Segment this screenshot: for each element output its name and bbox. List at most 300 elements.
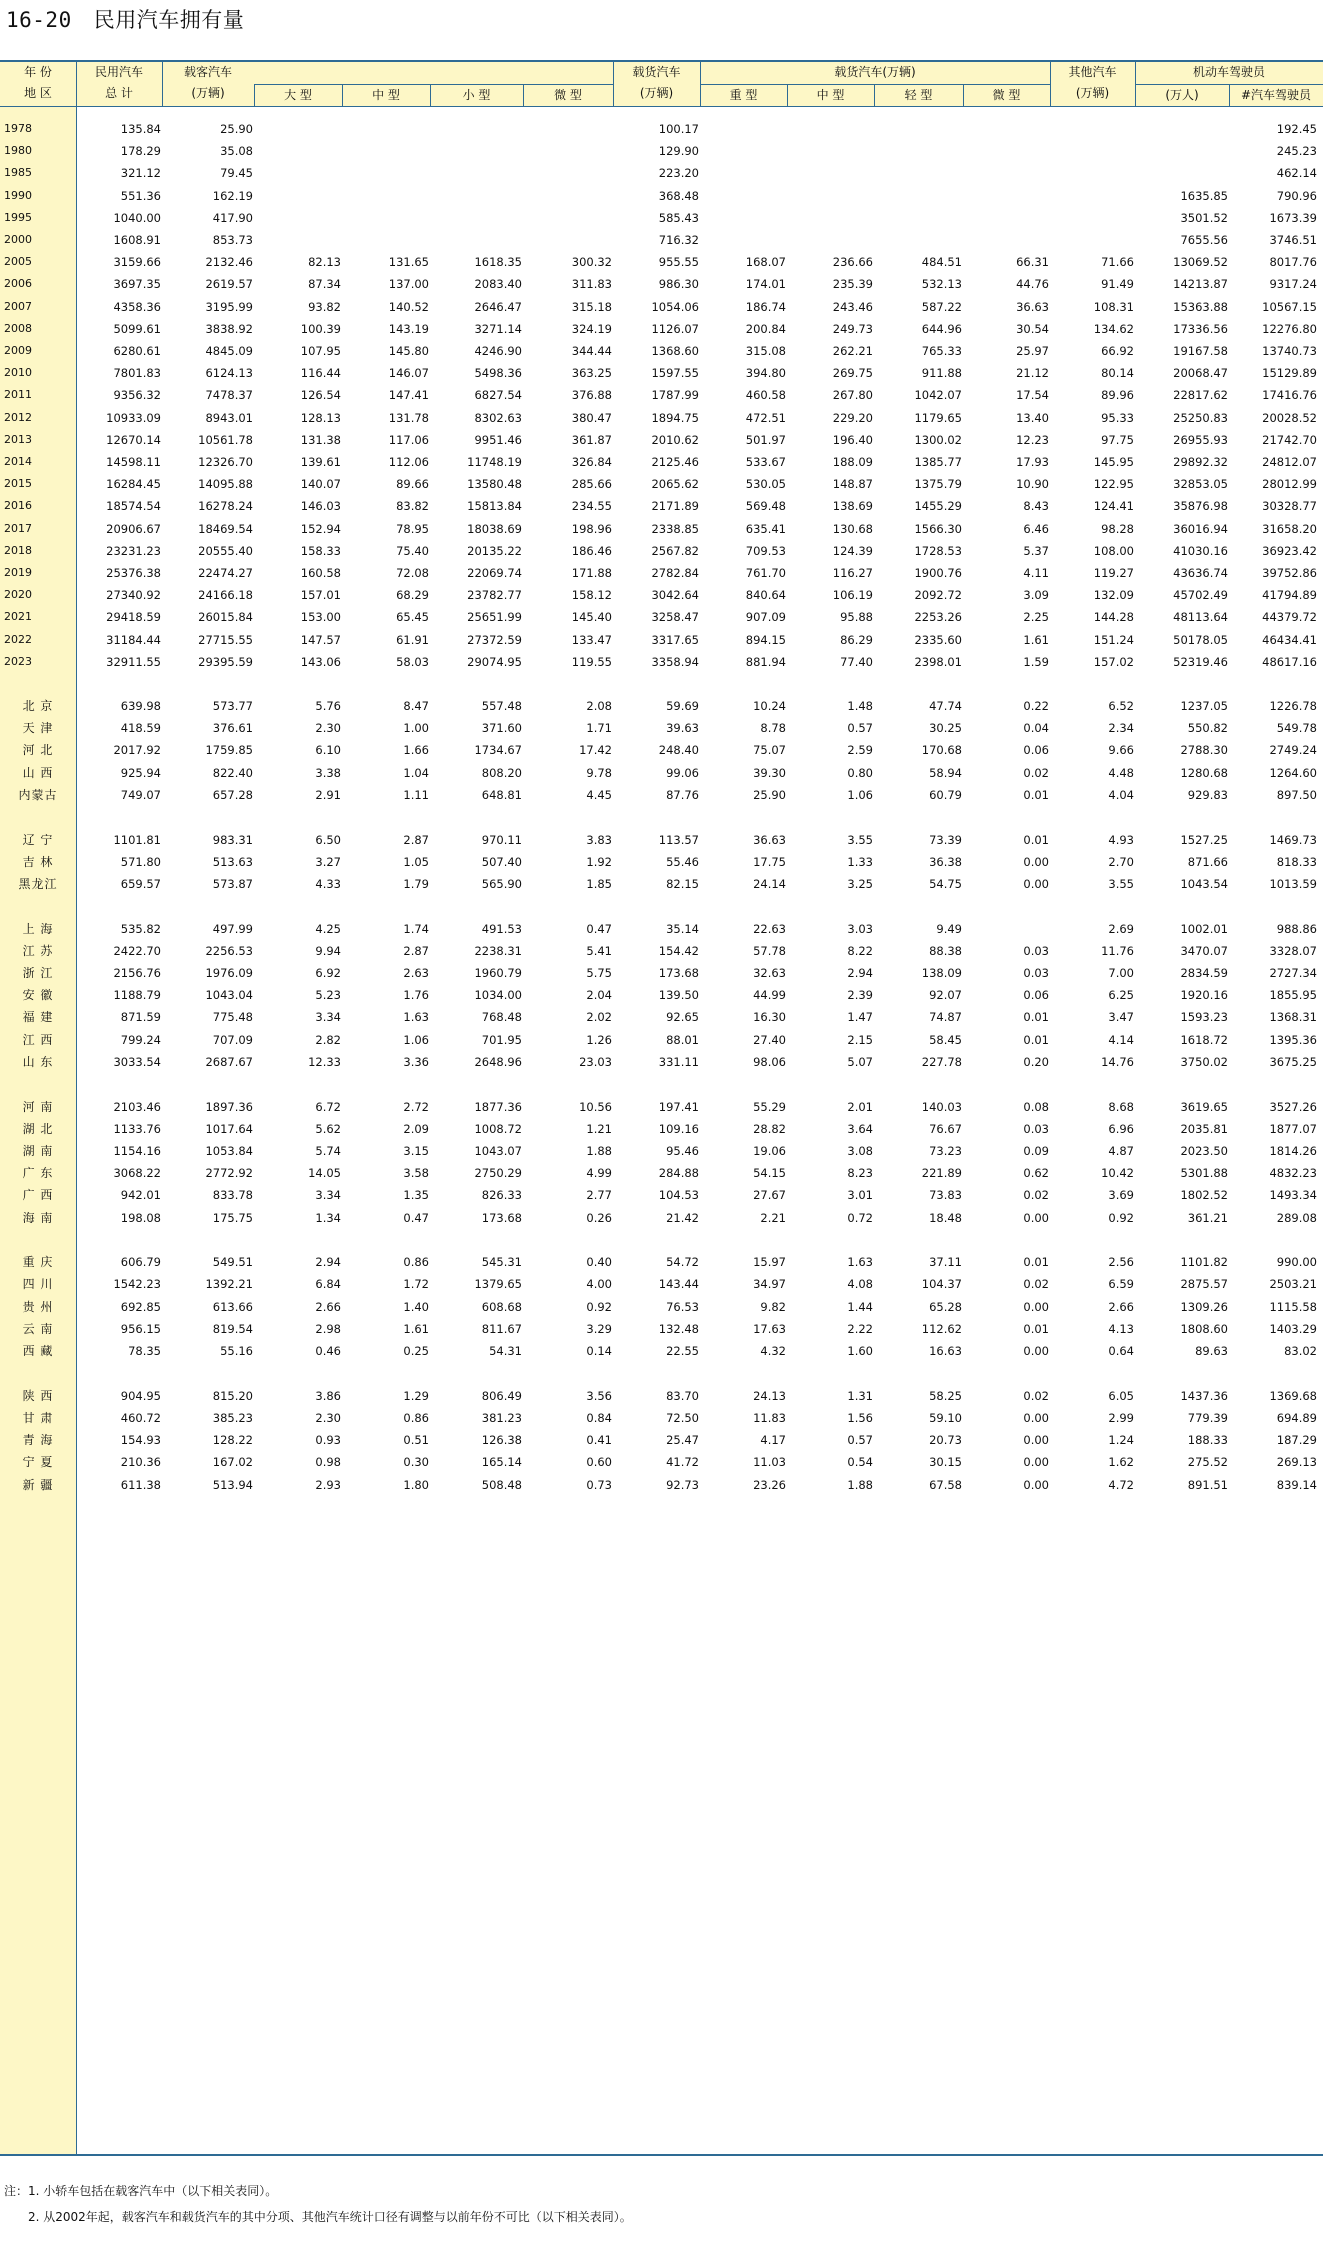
table-row: [0, 695, 1323, 717]
cell-value: 167.02: [212, 1455, 253, 1469]
cell-value: 14213.87: [1173, 277, 1228, 291]
footnote-2: 2. 从2002年起，载客汽车和载货汽车的其中分项、其他汽车统计口径有调整与以前年份不可比（以下相关表同）。: [28, 2210, 632, 2224]
cell-value: 3.47: [1108, 1010, 1134, 1024]
cell-value: 2.01: [847, 1100, 873, 1114]
cell-value: 1101.82: [1180, 1255, 1228, 1269]
cell-value: 2.39: [847, 988, 873, 1002]
cell-value: 143.19: [388, 322, 429, 336]
cell-value: 1.72: [403, 1277, 429, 1291]
row-region: 河 南: [22, 1100, 54, 1114]
cell-value: 0.00: [1023, 1478, 1049, 1492]
cell-value: 300.32: [571, 255, 612, 269]
cell-value: 35876.98: [1173, 499, 1228, 513]
cell-value: 1.34: [315, 1211, 341, 1225]
table-row: [0, 1251, 1323, 1273]
cell-value: 460.72: [120, 1411, 161, 1425]
header-passenger-sub: 大 型: [284, 88, 312, 102]
row-region: 上 海: [22, 922, 54, 936]
cell-value: 7801.83: [113, 366, 161, 380]
cell-value: 4845.09: [205, 344, 253, 358]
cell-value: 0.02: [1023, 1277, 1049, 1291]
cell-value: 14095.88: [198, 477, 253, 491]
cell-value: 3033.54: [113, 1055, 161, 1069]
cell-value: 210.36: [120, 1455, 161, 1469]
cell-value: 44.76: [1016, 277, 1049, 291]
cell-value: 897.50: [1276, 788, 1317, 802]
cell-value: 32853.05: [1173, 477, 1228, 491]
cell-value: 2.99: [1108, 1411, 1134, 1425]
row-year: 2023: [4, 655, 32, 668]
cell-value: 0.93: [315, 1433, 341, 1447]
cell-value: 198.08: [120, 1211, 161, 1225]
cell-value: 72.50: [666, 1411, 699, 1425]
cell-value: 0.01: [1023, 788, 1049, 802]
cell-value: 157.02: [1093, 655, 1134, 669]
cell-value: 484.51: [921, 255, 962, 269]
cell-value: 501.97: [745, 433, 786, 447]
cell-value: 12.33: [308, 1055, 341, 1069]
cell-value: 344.44: [571, 344, 612, 358]
cell-value: 2.82: [315, 1033, 341, 1047]
cell-value: 0.86: [403, 1411, 429, 1425]
cell-value: 3.38: [315, 766, 341, 780]
cell-value: 1309.26: [1180, 1300, 1228, 1314]
cell-value: 12670.14: [106, 433, 161, 447]
cell-value: 30.25: [929, 721, 962, 735]
cell-value: 2.22: [847, 1322, 873, 1336]
cell-value: 3.08: [847, 1144, 873, 1158]
cell-value: 806.49: [481, 1389, 522, 1403]
stub-divider: [76, 62, 77, 2155]
cell-value: 75.40: [396, 544, 429, 558]
cell-value: 78.95: [396, 522, 429, 536]
cell-value: 58.03: [396, 655, 429, 669]
cell-value: 0.62: [1023, 1166, 1049, 1180]
cell-value: 186.46: [571, 544, 612, 558]
cell-value: 1300.02: [914, 433, 962, 447]
cell-value: 716.32: [658, 233, 699, 247]
cell-value: 21742.70: [1262, 433, 1317, 447]
cell-value: 29395.59: [198, 655, 253, 669]
cell-value: 533.67: [745, 455, 786, 469]
cell-value: 137.00: [388, 277, 429, 291]
cell-value: 133.47: [571, 633, 612, 647]
cell-value: 0.03: [1023, 1122, 1049, 1136]
cell-value: 0.51: [403, 1433, 429, 1447]
row-year: 2010: [4, 366, 32, 379]
row-region: 北 京: [22, 699, 54, 713]
cell-value: 1.63: [403, 1010, 429, 1024]
cell-value: 3.34: [315, 1010, 341, 1024]
cell-value: 507.40: [481, 855, 522, 869]
cell-value: 0.00: [1023, 1211, 1049, 1225]
cell-value: 2132.46: [205, 255, 253, 269]
cell-value: 1.31: [847, 1389, 873, 1403]
cell-value: 113.57: [658, 833, 699, 847]
cell-value: 24.13: [753, 1389, 786, 1403]
cell-value: 4.14: [1108, 1033, 1134, 1047]
table-row: [0, 540, 1323, 562]
cell-value: 0.02: [1023, 1188, 1049, 1202]
cell-value: 41.72: [666, 1455, 699, 1469]
cell-value: 1154.16: [113, 1144, 161, 1158]
cell-value: 0.00: [1023, 1411, 1049, 1425]
table-row: [0, 1029, 1323, 1051]
cell-value: 104.53: [658, 1188, 699, 1202]
table-row: [0, 584, 1323, 606]
cell-value: 27.40: [753, 1033, 786, 1047]
cell-value: 871.59: [120, 1010, 161, 1024]
cell-value: 196.40: [832, 433, 873, 447]
cell-value: 76.53: [666, 1300, 699, 1314]
cell-value: 1.76: [403, 988, 429, 1002]
cell-value: 0.73: [586, 1478, 612, 1492]
cell-value: 811.67: [481, 1322, 522, 1336]
cell-value: 188.33: [1187, 1433, 1228, 1447]
cell-value: 1.24: [1108, 1433, 1134, 1447]
row-year: 2019: [4, 566, 32, 579]
cell-value: 0.01: [1023, 1322, 1049, 1336]
cell-value: 472.51: [745, 411, 786, 425]
cell-value: 6.84: [315, 1277, 341, 1291]
row-region: 湖 北: [22, 1122, 54, 1136]
cell-value: 73.83: [929, 1188, 962, 1202]
cell-value: 19167.58: [1173, 344, 1228, 358]
cell-value: 25.90: [220, 122, 253, 136]
cell-value: 2.09: [403, 1122, 429, 1136]
cell-value: 1.85: [586, 877, 612, 891]
cell-value: 1.06: [847, 788, 873, 802]
cell-value: 5.41: [586, 944, 612, 958]
header-divider: [613, 62, 614, 106]
header-region: 地 区: [24, 86, 52, 100]
cell-value: 6.96: [1108, 1122, 1134, 1136]
cell-value: 0.00: [1023, 877, 1049, 891]
cell-value: 1.56: [847, 1411, 873, 1425]
cell-value: 87.76: [666, 788, 699, 802]
cell-value: 573.77: [212, 699, 253, 713]
cell-value: 3328.07: [1269, 944, 1317, 958]
cell-value: 3.86: [315, 1389, 341, 1403]
cell-value: 1469.73: [1269, 833, 1317, 847]
cell-value: 0.00: [1023, 1344, 1049, 1358]
cell-value: 2.34: [1108, 721, 1134, 735]
row-region: 贵 州: [22, 1300, 54, 1314]
table-row: [0, 962, 1323, 984]
table-row: [0, 296, 1323, 318]
table-top-border: [0, 60, 1323, 62]
cell-value: 130.68: [832, 522, 873, 536]
cell-value: 2256.53: [205, 944, 253, 958]
cell-value: 0.46: [315, 1344, 341, 1358]
cell-value: 1.61: [1023, 633, 1049, 647]
cell-value: 315.08: [745, 344, 786, 358]
cell-value: 6827.54: [474, 388, 522, 402]
header-other: 其他汽车: [1068, 65, 1117, 79]
cell-value: 54.15: [753, 1166, 786, 1180]
header-passenger-sub: 中 型: [372, 88, 400, 102]
cell-value: 54.72: [666, 1255, 699, 1269]
cell-value: 2.66: [315, 1300, 341, 1314]
cell-value: 2065.62: [651, 477, 699, 491]
row-region: 山 西: [22, 766, 54, 780]
cell-value: 4.87: [1108, 1144, 1134, 1158]
cell-value: 122.95: [1093, 477, 1134, 491]
cell-value: 1493.34: [1269, 1188, 1317, 1202]
cell-value: 3838.92: [205, 322, 253, 336]
table-row: [0, 140, 1323, 162]
cell-value: 32.63: [753, 966, 786, 980]
cell-value: 1802.52: [1180, 1188, 1228, 1202]
cell-value: 112.06: [388, 455, 429, 469]
page-title: [6, 4, 244, 34]
cell-value: 1.26: [586, 1033, 612, 1047]
table-row: [0, 1407, 1323, 1429]
cell-value: 147.57: [300, 633, 341, 647]
cell-value: 83.70: [666, 1389, 699, 1403]
cell-value: 7655.56: [1180, 233, 1228, 247]
cell-value: 3258.47: [651, 610, 699, 624]
table-row: [0, 606, 1323, 628]
cell-value: 23782.77: [467, 588, 522, 602]
cell-value: 20906.67: [106, 522, 161, 536]
cell-value: 0.54: [847, 1455, 873, 1469]
cell-value: 116.27: [832, 566, 873, 580]
cell-value: 54.75: [929, 877, 962, 891]
header-total: 民用汽车: [94, 65, 143, 79]
cell-value: 20068.47: [1173, 366, 1228, 380]
cell-value: 55.29: [753, 1100, 786, 1114]
cell-value: 361.21: [1187, 1211, 1228, 1225]
cell-value: 1.63: [847, 1255, 873, 1269]
cell-value: 41794.89: [1262, 588, 1317, 602]
row-region: 重 庆: [22, 1255, 54, 1269]
cell-value: 22817.62: [1173, 388, 1228, 402]
cell-value: 3.69: [1108, 1188, 1134, 1202]
cell-value: 1040.00: [113, 211, 161, 225]
cell-value: 10561.78: [198, 433, 253, 447]
cell-value: 30.54: [1016, 322, 1049, 336]
cell-value: 1.44: [847, 1300, 873, 1314]
cell-value: 93.82: [308, 300, 341, 314]
cell-value: 12326.70: [198, 455, 253, 469]
header-total-sub: 总 计: [105, 86, 133, 100]
cell-value: 1017.64: [205, 1122, 253, 1136]
cell-value: 2125.46: [651, 455, 699, 469]
header-divider: [254, 84, 255, 106]
cell-value: 0.60: [586, 1455, 612, 1469]
row-region: 广 东: [22, 1166, 54, 1180]
cell-value: 2017.92: [113, 743, 161, 757]
cell-value: 1280.68: [1180, 766, 1228, 780]
cell-value: 82.15: [666, 877, 699, 891]
table-row: [0, 340, 1323, 362]
cell-value: 8.47: [403, 699, 429, 713]
cell-value: 78.35: [128, 1344, 161, 1358]
cell-value: 4358.36: [113, 300, 161, 314]
cell-value: 17336.56: [1173, 322, 1228, 336]
cell-value: 0.20: [1023, 1055, 1049, 1069]
cell-value: 1.33: [847, 855, 873, 869]
cell-value: 8302.63: [474, 411, 522, 425]
header-truck-sub: 轻 型: [904, 88, 933, 102]
cell-value: 229.20: [832, 411, 873, 425]
row-year: 2017: [4, 522, 32, 535]
header-divider: [963, 84, 964, 106]
cell-value: 126.38: [481, 1433, 522, 1447]
cell-value: 2749.24: [1269, 743, 1317, 757]
cell-value: 186.74: [745, 300, 786, 314]
cell-value: 1894.75: [651, 411, 699, 425]
header-truck-sub: 重 型: [729, 88, 758, 102]
table-row: [0, 940, 1323, 962]
cell-value: 955.55: [658, 255, 699, 269]
cell-value: 1635.85: [1180, 189, 1228, 203]
header-passenger-sub: 小 型: [462, 88, 491, 102]
cell-value: 1527.25: [1180, 833, 1228, 847]
cell-value: 4.32: [760, 1344, 786, 1358]
cell-value: 2.87: [403, 944, 429, 958]
cell-value: 1.11: [403, 788, 429, 802]
cell-value: 4.93: [1108, 833, 1134, 847]
cell-value: 4.25: [315, 922, 341, 936]
table-row: [0, 1474, 1323, 1496]
header-drivers-unit: (万人): [1165, 88, 1199, 102]
cell-value: 818.33: [1276, 855, 1317, 869]
cell-value: 32911.55: [106, 655, 161, 669]
cell-value: 79.45: [220, 166, 253, 180]
cell-value: 659.57: [120, 877, 161, 891]
cell-value: 11.76: [1101, 944, 1134, 958]
table-row: [0, 1451, 1323, 1473]
cell-value: 1437.36: [1180, 1389, 1228, 1403]
cell-value: 124.41: [1093, 499, 1134, 513]
cell-value: 1597.55: [651, 366, 699, 380]
cell-value: 192.45: [1276, 122, 1317, 136]
table-row: [0, 1184, 1323, 1206]
cell-value: 6.72: [315, 1100, 341, 1114]
cell-value: 648.81: [481, 788, 522, 802]
cell-value: 0.00: [1023, 855, 1049, 869]
cell-value: 8017.76: [1269, 255, 1317, 269]
cell-value: 3619.65: [1180, 1100, 1228, 1114]
cell-value: 0.01: [1023, 1255, 1049, 1269]
cell-value: 2.59: [847, 743, 873, 757]
cell-value: 2.02: [586, 1010, 612, 1024]
cell-value: 31658.20: [1262, 522, 1317, 536]
cell-value: 0.57: [847, 1433, 873, 1447]
cell-value: 73.23: [929, 1144, 962, 1158]
cell-value: 6.50: [315, 833, 341, 847]
cell-value: 513.94: [212, 1478, 253, 1492]
cell-value: 2338.85: [651, 522, 699, 536]
cell-value: 132.09: [1093, 588, 1134, 602]
row-region: 黑龙江: [18, 877, 58, 891]
cell-value: 1126.07: [651, 322, 699, 336]
cell-value: 3.83: [586, 833, 612, 847]
cell-value: 1877.07: [1269, 1122, 1317, 1136]
cell-value: 140.07: [300, 477, 341, 491]
cell-value: 198.96: [571, 522, 612, 536]
cell-value: 790.96: [1276, 189, 1317, 203]
cell-value: 2.56: [1108, 1255, 1134, 1269]
header-truck-group: 载货汽车(万辆): [834, 65, 916, 79]
cell-value: 132.48: [658, 1322, 699, 1336]
cell-value: 138.09: [921, 966, 962, 980]
cell-value: 0.06: [1023, 743, 1049, 757]
cell-value: 66.92: [1101, 344, 1134, 358]
header-truck: 载货汽车: [632, 65, 681, 79]
cell-value: 36923.42: [1262, 544, 1317, 558]
cell-value: 0.06: [1023, 988, 1049, 1002]
cell-value: 613.66: [212, 1300, 253, 1314]
cell-value: 1877.36: [474, 1100, 522, 1114]
cell-value: 128.22: [212, 1433, 253, 1447]
cell-value: 5.74: [315, 1144, 341, 1158]
cell-value: 1.06: [403, 1033, 429, 1047]
cell-value: 4.04: [1108, 788, 1134, 802]
cell-value: 17.54: [1016, 388, 1049, 402]
cell-value: 50178.05: [1173, 633, 1228, 647]
cell-value: 0.84: [586, 1411, 612, 1425]
cell-value: 3501.52: [1180, 211, 1228, 225]
cell-value: 151.24: [1093, 633, 1134, 647]
cell-value: 1897.36: [205, 1100, 253, 1114]
cell-value: 140.03: [921, 1100, 962, 1114]
cell-value: 363.25: [571, 366, 612, 380]
row-year: 2018: [4, 544, 32, 557]
cell-value: 381.23: [481, 1411, 522, 1425]
row-region: 云 南: [22, 1322, 54, 1336]
cell-value: 2875.57: [1180, 1277, 1228, 1291]
cell-value: 243.46: [832, 300, 873, 314]
cell-value: 249.73: [832, 322, 873, 336]
table-row: [0, 851, 1323, 873]
cell-value: 15129.89: [1262, 366, 1317, 380]
cell-value: 68.29: [396, 588, 429, 602]
cell-value: 3.34: [315, 1188, 341, 1202]
cell-value: 321.12: [120, 166, 161, 180]
cell-value: 139.61: [300, 455, 341, 469]
cell-value: 565.90: [481, 877, 522, 891]
cell-value: 75.07: [753, 743, 786, 757]
cell-value: 1608.91: [113, 233, 161, 247]
cell-value: 644.96: [921, 322, 962, 336]
cell-value: 8.22: [847, 944, 873, 958]
table-row: [0, 1096, 1323, 1118]
cell-value: 808.20: [481, 766, 522, 780]
cell-value: 6.10: [315, 743, 341, 757]
row-year: 2014: [4, 455, 32, 468]
cell-value: 152.94: [300, 522, 341, 536]
cell-value: 1115.58: [1269, 1300, 1317, 1314]
cell-value: 13069.52: [1173, 255, 1228, 269]
cell-value: 12.23: [1016, 433, 1049, 447]
cell-value: 13580.48: [467, 477, 522, 491]
cell-value: 20028.52: [1262, 411, 1317, 425]
cell-value: 0.00: [1023, 1455, 1049, 1469]
cell-value: 3.27: [315, 855, 341, 869]
row-region: 安 徽: [22, 988, 54, 1002]
cell-value: 104.37: [921, 1277, 962, 1291]
cell-value: 289.08: [1276, 1211, 1317, 1225]
table-row: [0, 762, 1323, 784]
cell-value: 25.97: [1016, 344, 1049, 358]
header-divider: [874, 84, 875, 106]
cell-value: 16.30: [753, 1010, 786, 1024]
cell-value: 701.95: [481, 1033, 522, 1047]
cell-value: 95.33: [1101, 411, 1134, 425]
